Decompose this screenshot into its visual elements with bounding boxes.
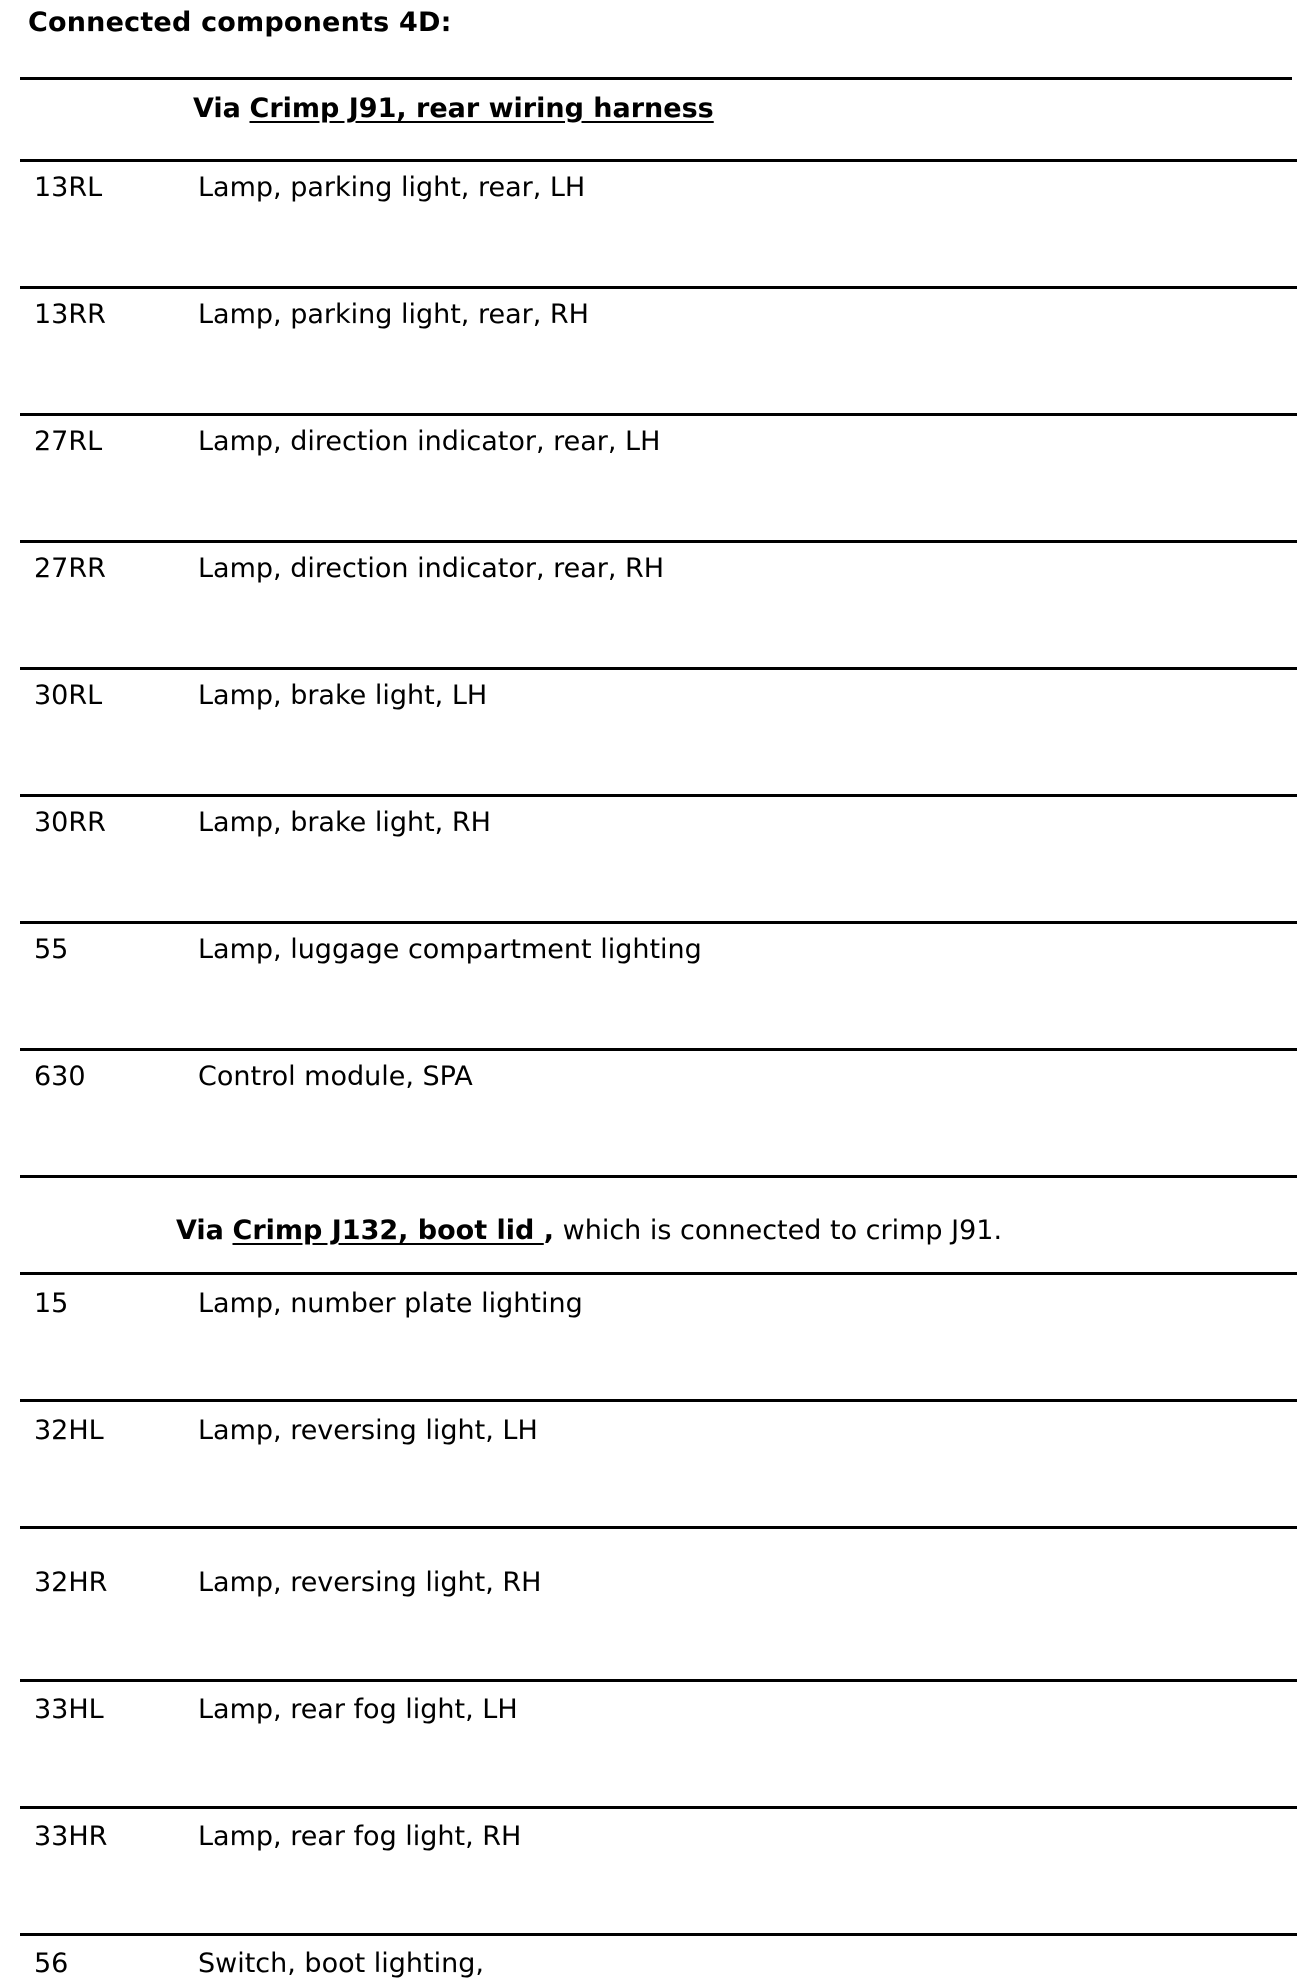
component-description: Lamp, reversing light, RH <box>198 1567 542 1598</box>
divider <box>20 667 1297 670</box>
divider <box>20 1933 1297 1936</box>
section-note: which is connected to crimp J91. <box>554 1215 1003 1246</box>
component-code: 56 <box>34 1948 69 1979</box>
component-description: Lamp, rear fog light, RH <box>198 1821 522 1852</box>
divider <box>20 1679 1297 1682</box>
component-description: Lamp, number plate lighting <box>198 1288 583 1319</box>
divider <box>20 1175 1297 1178</box>
component-description: Lamp, reversing light, LH <box>198 1415 538 1446</box>
via-label: Via <box>176 1215 224 1246</box>
divider <box>20 77 1292 80</box>
comma: , <box>543 1215 555 1246</box>
component-description: Lamp, direction indicator, rear, LH <box>198 426 661 457</box>
component-code: 15 <box>34 1288 69 1319</box>
component-code: 30RL <box>34 680 103 711</box>
component-code: 32HL <box>34 1415 104 1446</box>
page-title: Connected components 4D: <box>28 7 452 38</box>
component-description: Switch, boot lighting, <box>198 1948 484 1979</box>
divider <box>20 1526 1297 1529</box>
divider <box>20 1399 1297 1402</box>
component-code: 30RR <box>34 807 106 838</box>
divider <box>20 1806 1297 1809</box>
crimp-j132-link[interactable]: Crimp J132, boot lid <box>232 1215 544 1246</box>
section-header-j91 <box>193 92 714 126</box>
component-description: Lamp, rear fog light, LH <box>198 1694 518 1725</box>
component-description: Lamp, luggage compartment lighting <box>198 934 702 965</box>
component-description: Lamp, direction indicator, rear, RH <box>198 553 665 584</box>
divider <box>20 1272 1297 1275</box>
crimp-j91-link[interactable]: Crimp J91, rear wiring harness <box>249 93 714 124</box>
component-description: Lamp, brake light, LH <box>198 680 488 711</box>
component-code: 27RL <box>34 426 103 457</box>
component-code: 13RR <box>34 299 106 330</box>
component-description: Control module, SPA <box>198 1061 473 1092</box>
via-label: Via <box>193 93 241 124</box>
component-code: 32HR <box>34 1567 108 1598</box>
divider <box>20 921 1297 924</box>
component-code: 27RR <box>34 553 106 584</box>
divider <box>20 286 1297 289</box>
component-code: 33HL <box>34 1694 104 1725</box>
component-code: 13RL <box>34 172 103 203</box>
section-header-j132 <box>176 1214 1002 1248</box>
component-code: 33HR <box>34 1821 108 1852</box>
component-code: 630 <box>34 1061 86 1092</box>
component-description: Lamp, parking light, rear, RH <box>198 299 589 330</box>
divider <box>20 540 1297 543</box>
divider <box>20 413 1297 416</box>
divider <box>20 1048 1297 1051</box>
component-code: 55 <box>34 934 69 965</box>
component-description: Lamp, parking light, rear, LH <box>198 172 586 203</box>
divider <box>20 794 1297 797</box>
component-description: Lamp, brake light, RH <box>198 807 491 838</box>
divider <box>20 159 1297 162</box>
